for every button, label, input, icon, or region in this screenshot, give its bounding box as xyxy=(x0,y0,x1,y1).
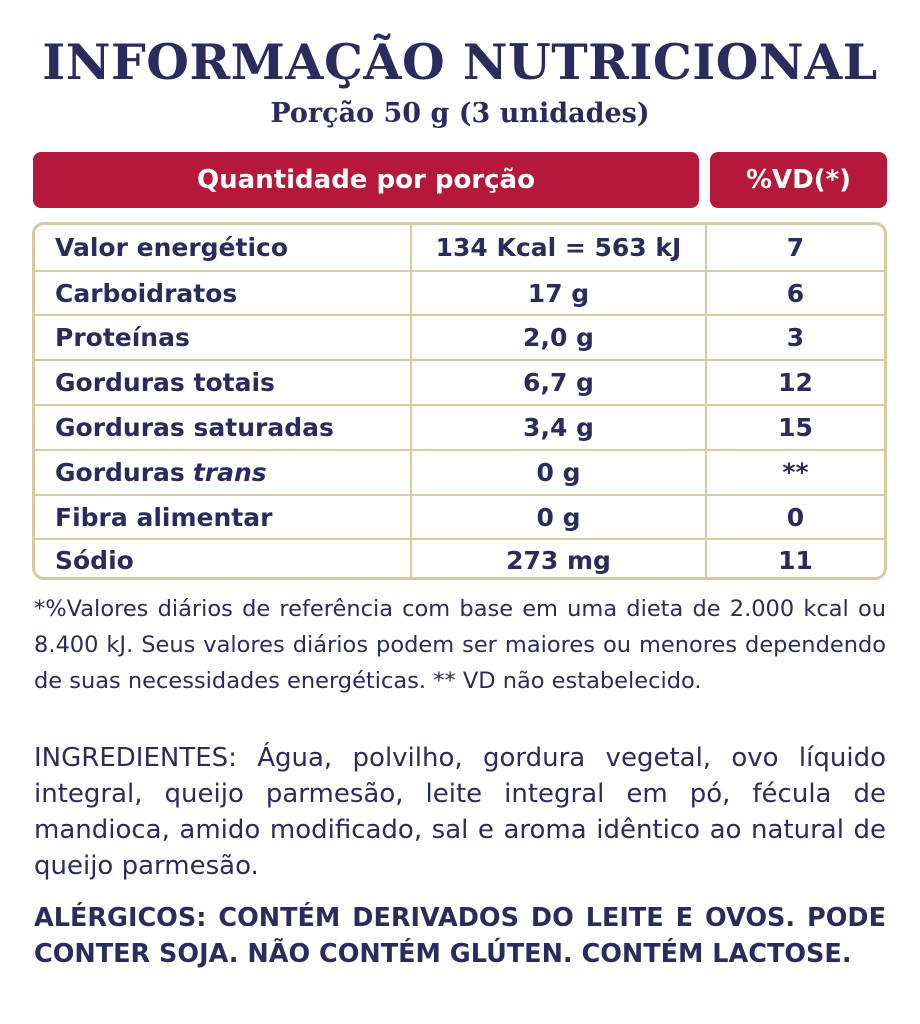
table-row xyxy=(35,316,884,361)
vd-column-header: %VD(*) xyxy=(710,152,887,208)
portion-size: Porção 50 g (3 unidades) xyxy=(270,98,650,129)
allergens-text: ALÉRGICOS: CONTÉM DERIVADOS DO LEITE E OVOS. PODE CONTER SOJA. NÃO CONTÉM GLÚTEN. CONTÉM LACTOSE. xyxy=(34,903,886,969)
ingredients-text: INGREDIENTES: Água, polvilho, gordura vegetal, ovo líquido integral, queijo parmesão, leite integral em pó, fécula de mandioca, amido modificado, sal e aroma idêntico ao natural de queijo parmesão. xyxy=(34,743,886,881)
nutrient-name: Sódio xyxy=(35,540,412,580)
table-row xyxy=(35,540,884,580)
table-row xyxy=(35,272,884,316)
nutrient-name-italic: trans xyxy=(192,458,267,487)
nutrient-vd: 6 xyxy=(786,278,805,308)
table-row xyxy=(35,225,884,272)
nutrient-name: Gorduras totais xyxy=(35,361,412,404)
nutrient-quantity: 2,0 g xyxy=(412,316,707,359)
nutrient-quantity: 0 g xyxy=(412,496,707,538)
nutrient-name: Proteínas xyxy=(35,316,412,359)
nutrient-name-text: Gorduras xyxy=(55,458,185,487)
nutrient-name: Fibra alimentar xyxy=(35,496,412,538)
nutrient-vd: 11 xyxy=(778,545,813,575)
nutrient-name: Gorduras saturadas xyxy=(35,406,412,449)
table-row xyxy=(35,361,884,406)
nutrient-name: Valor energético xyxy=(35,225,412,270)
nutrient-vd: 15 xyxy=(778,413,813,442)
nutrient-name: Carboidratos xyxy=(35,272,412,314)
table-row xyxy=(35,496,884,540)
nutrient-vd: 3 xyxy=(786,323,805,352)
nutrient-vd: 7 xyxy=(786,233,805,262)
nutrient-quantity: 17 g xyxy=(412,272,707,314)
nutrient-vd: 12 xyxy=(778,368,813,397)
table-row xyxy=(35,451,884,496)
nutrient-vd: ** xyxy=(782,458,809,487)
nutrient-quantity: 273 mg xyxy=(412,540,707,580)
table-row xyxy=(35,406,884,451)
quantity-column-header: Quantidade por porção xyxy=(33,152,699,208)
nutrient-quantity: 134 Kcal = 563 kJ xyxy=(412,225,707,270)
nutrient-vd: 0 xyxy=(786,502,805,532)
daily-values-footnote: *%Valores diários de referência com base em uma dieta de 2.000 kcal ou 8.400 kJ. Seus valores diários podem ser maiores ou menores dependendo de suas necessidades energéticas. ** VD não estabelecido. xyxy=(34,596,886,694)
nutrient-quantity: 6,7 g xyxy=(412,361,707,404)
label-title: INFORMAÇÃO NUTRICIONAL xyxy=(42,33,878,91)
nutrient-quantity: 3,4 g xyxy=(412,406,707,449)
nutrient-name xyxy=(35,451,412,494)
nutrition-table xyxy=(32,222,887,580)
nutrient-quantity: 0 g xyxy=(412,451,707,494)
